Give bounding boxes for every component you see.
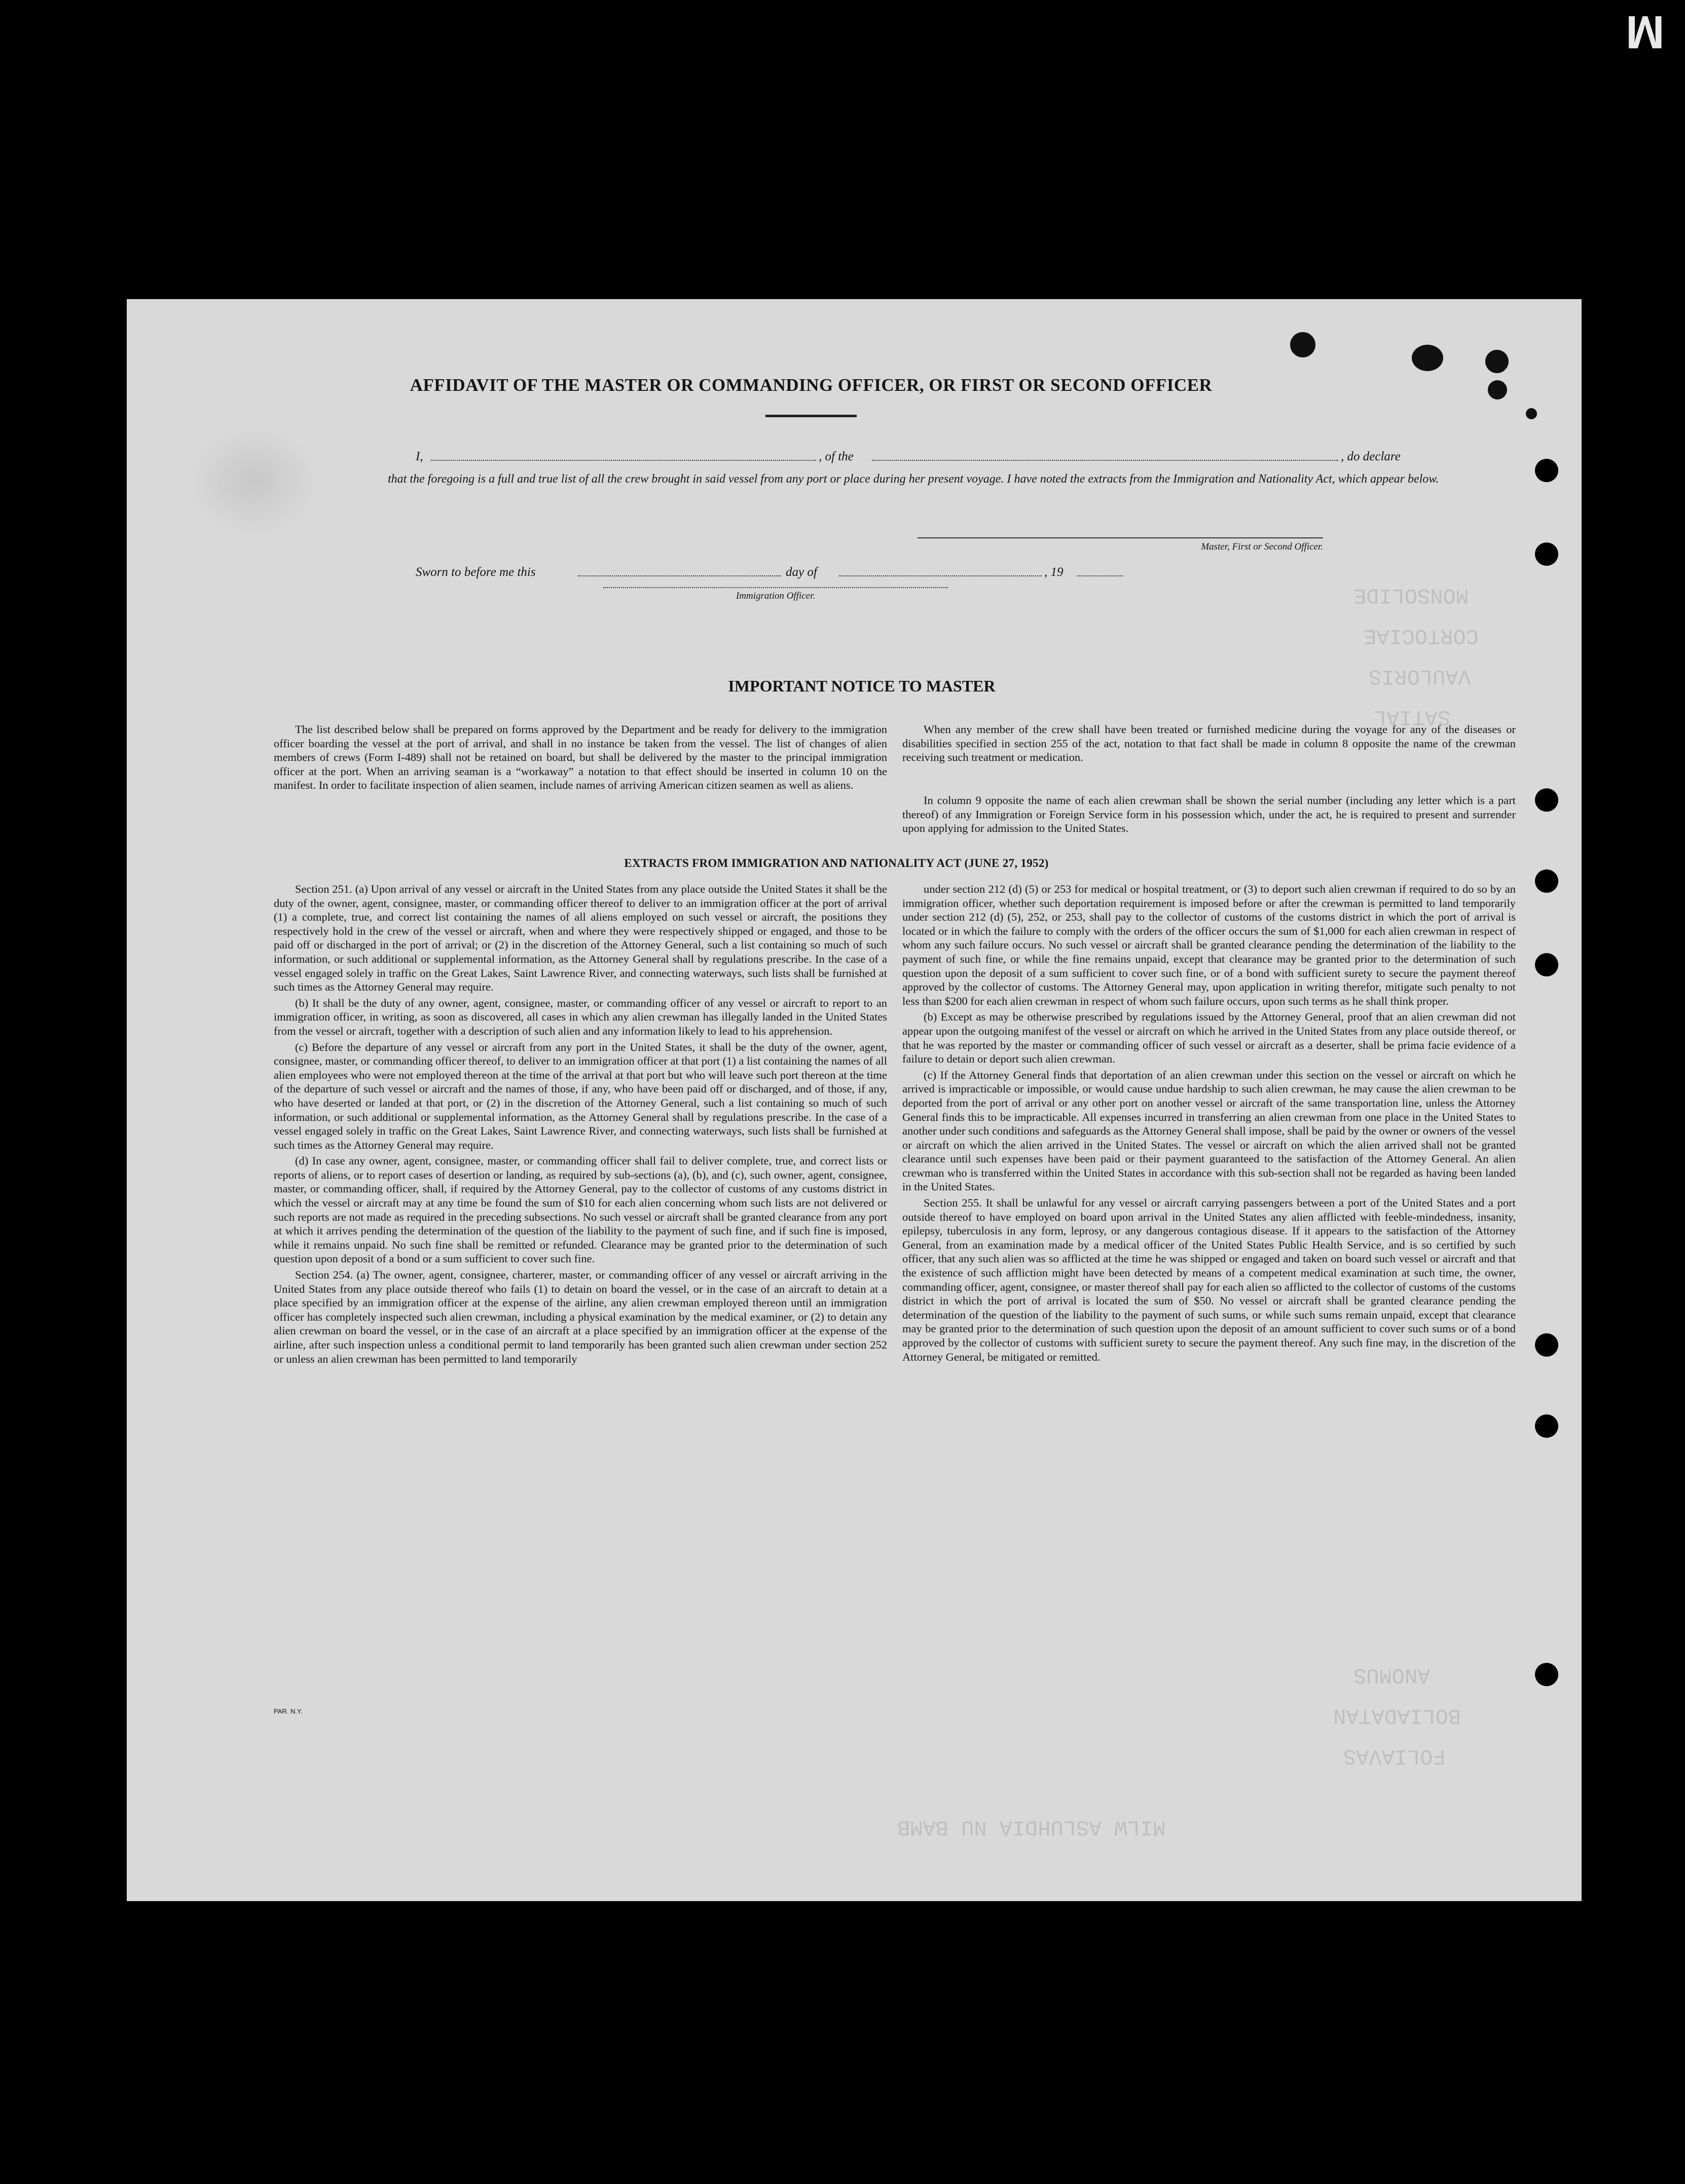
binder-hole xyxy=(1535,542,1558,566)
binder-hole xyxy=(1535,1333,1558,1357)
manifest-page xyxy=(127,299,1582,1901)
sworn-year-field[interactable] xyxy=(1077,575,1123,576)
extract-paragraph: Section 255. It shall be unlawful for any vessel or aircraft carrying passengers between a port of the United States and a port outside thereof to have employed on board upon arrival in the United States any alien afflicted with feeble-mindedness, insanity, epilepsy, tuberculosis in any form, leprosy, or any dangerous contagious disease. If it appears to the satisfaction of the Attorney General, from an examination made by a medical officer of the United States Public Health Service, and is so certified by such officer, that any such alien was so afflicted at the time he was shipped or engaged and taken on board such vessel or aircraft and that the existence of such affliction might have been detected by means of a competent medical examination at such time, the owner, commanding officer, agent, consignee, or master thereof shall pay for each alien so afflicted to the collector of customs of the customs district in which the port of arrival is located the sum of $50. No vessel or aircraft shall be granted clearance pending the determination of the question of the liability to the payment of such sums, or while such sums remain unpaid, except that clearance may be granted prior to the determination of such question upon the deposit of an amount sufficient to cover such sums or of a bond approved by the collector of customs with sufficient surety to secure the payment thereof. Any such fine may, in the discretion of the Attorney General, be mitigated or remitted. xyxy=(902,1196,1516,1363)
affidavit-title: AFFIDAVIT OF THE MASTER OR COMMANDING OFFICER, OR FIRST OR SECOND OFFICER xyxy=(410,375,1213,395)
ink-blot xyxy=(1488,380,1507,399)
declaration-mid: , of the xyxy=(819,450,854,463)
ink-blot xyxy=(1526,408,1537,419)
binder-hole xyxy=(1535,869,1558,893)
bleed-through-text: BOLIADATAN xyxy=(1333,1703,1461,1728)
binder-hole xyxy=(1535,1663,1558,1686)
declaration-suffix: , do declare xyxy=(1341,450,1401,463)
binder-hole xyxy=(1535,953,1558,976)
binder-hole xyxy=(1535,459,1558,482)
notice-right-paragraph: In column 9 opposite the name of each alien crewman shall be shown the serial number (including any letter which is a part thereof) of any Immigration or Foreign Service form in his possession which, under the act, he is required to present and surrender upon applying for admission to the United States. xyxy=(902,794,1516,835)
immigration-officer-label: Immigration Officer. xyxy=(736,591,816,601)
sworn-day-label: day of xyxy=(786,565,817,579)
notice-left-paragraph: The list described below shall be prepared on forms approved by the Department and be ready for delivery to the immigration officer boarding the vessel at the port of arrival, and shall in no instance be taken from the vessel. The list of changes of alien members of crews (Form I-489) shall not be retained on board, but shall be delivered by the master to the principal immigration officer at the port. When an arriving seaman is a “workaway” a notation to that effect should be inserted in column 10 on the manifest. In order to facilitate inspection of alien seamen, include names of arriving American citizen seamen as well as aliens. xyxy=(274,723,887,792)
sworn-line xyxy=(416,559,1227,579)
sworn-date-field[interactable] xyxy=(578,575,781,576)
bleed-through-text: MONSOLIDE xyxy=(1353,583,1469,607)
binder-hole xyxy=(1535,788,1558,812)
extract-paragraph: (b) Except as may be otherwise prescribed by regulations issued by the Attorney General, proof that an alien crewman did not appear upon the outgoing manifest of the vessel or aircraft on which he arrived in the United States from any place outside thereof, or that he was reported by the master or commanding officer of such vessel or aircraft as a deserter, shall be prima facie evidence of a failure to detain or deport such alien crewman. xyxy=(902,1010,1516,1066)
extracts-right-column xyxy=(902,882,1516,1366)
extract-paragraph: Section 251. (a) Upon arrival of any vessel or aircraft in the United States from any place outside the United States it shall be the duty of the owner, agent, consignee, master, or commanding officer thereof to deliver to an immigration officer at the port of arrival (1) a complete, true, and correct list containing the names of all aliens employed on such vessel or aircraft, the positions they respectively hold in the crew of the vessel or aircraft, when and where they were respectively shipped or engaged, and those to be paid off or discharged in the port of arrival; or (2) in the discretion of the Attorney General, such a list containing so much of such information, or such additional or supplemental information, as the Attorney General shall by regulations prescribe. In the case of a vessel engaged solely in traffic on the Great Lakes, Saint Lawrence River, and connecting waterways, such lists shall be furnished at such times as the Attorney General may require. xyxy=(274,883,887,994)
extract-paragraph: under section 212 (d) (5) or 253 for medical or hospital treatment, or (3) to deport such alien crewman if required to do so by an immigration officer, whether such deportation requirement is imposed before or after the crewman is permitted to land temporarily under section 212 (d) (5), 252, or 253, shall pay to the collector of customs of the customs district in which the port of arrival is located or in which the failure to comply with the orders of the officer occurs the sum of $1,000 for each alien crewman in respect of whom any such failure occurs. No such vessel or aircraft shall be granted clearance pending the determination of the liability to the payment of such fine, or while the fine remains unpaid, except that clearance may be granted prior to the determination of such question upon the deposit of a sum sufficient to cover such fine, or of a bond with sufficient surety to secure the payment thereof approved by the collector of customs. The Attorney General may, upon application in writing therefor, mitigate such penalty to not less than $200 for each alien crewman in respect of whom such failure occurs, upon such terms as he shall think proper. xyxy=(902,883,1516,1007)
master-signature-label: Master, First or Second Officer. xyxy=(1201,541,1323,552)
vessel-name-field[interactable] xyxy=(872,460,1338,461)
extract-paragraph: (d) In case any owner, agent, consignee, master, or commanding officer shall fail to deliver complete, true, and correct lists or reports of aliens, or to report cases of desertion or landing, as required by sub-sections (a), (b), and (c), such owner, agent, consignee, master, or commanding officer, shall, if required by the Attorney General, pay to the collector of customs of any customs district in which the vessel or aircraft may at any time be found the sum of $10 for each alien concerning whom such lists are not delivered or such reports are not made as required in the preceding subsections. No such vessel or aircraft shall be granted clearance from any port at which it arrives pending the determination of the question of the liability to the payment of such fine, and if such fine is imposed, while it remains unpaid. No such fine shall be remitted or refunded. Clearance may be granted prior to the determination of such question upon deposit of a bond or a sum sufficient to cover such fine. xyxy=(274,1154,887,1265)
extract-paragraph: (c) If the Attorney General finds that deportation of an alien crewman under this section on the vessel or aircraft on which he arrived is impracticable or impossible, or would cause undue hardship to such alien crewman, he may cause the alien crewman to be deported from the port of arrival or any other port on another vessel or aircraft of the same transportation line, unless the Attorney General finds this to be impracticable. All expenses incurred in transferring an alien crewman from one place in the United States to another under such conditions and safeguards as the Attorney General shall impose, shall be paid by the owner or owners of the vessel or aircraft on which the alien arrived in the United States. The vessel or aircraft on which the alien arrived shall not be granted clearance until such expenses have been paid or their payment guaranteed to the satisfaction of the Attorney General. An alien crewman who is transferred within the United States in accordance with this sub-section shall not be regarded as having been landed in the United States. xyxy=(902,1068,1516,1193)
notice-right-paragraph: When any member of the crew shall have been treated or furnished medicine during the voyage for any of the diseases or disabilities specified in section 255 of the act, notation to that fact shall be made in column 8 opposite the name of the crewman receiving such treatment or medication. xyxy=(902,723,1516,764)
ink-blot xyxy=(1412,345,1443,371)
master-name-field[interactable] xyxy=(431,460,816,461)
bleed-through-text: VAULORIS xyxy=(1369,664,1471,688)
declaration-prefix: I, xyxy=(416,450,423,463)
declaration-line xyxy=(416,444,1455,464)
printer-mark: PAR. N.Y. xyxy=(274,1707,303,1715)
sworn-month-field[interactable] xyxy=(839,575,1042,576)
paper-stain xyxy=(188,426,319,537)
extracts-title: EXTRACTS FROM IMMIGRATION AND NATIONALITY ACT (JUNE 27, 1952) xyxy=(624,857,1049,869)
extract-paragraph: Section 254. (a) The owner, agent, consignee, charterer, master, or commanding officer of any vessel or aircraft arriving in the United States from any place outside thereof who fails (1) to detain on board the vessel, or in the case of an aircraft to detain at a place specified by an immigration officer at the expense of the airline, any alien crewman employed thereon until an immigration officer has completely inspected such alien crewman, including a physical examination by the medical examiner, or (2) to detain any alien crewman on board the vessel, or in the case of an aircraft at a place specified by an immigration officer at the expense of the airline, after such inspection unless a conditional permit to land temporarily has been granted such alien crewman under section 252 or unless an alien crewman has been permitted to land temporarily xyxy=(274,1268,887,1365)
master-signature-line[interactable] xyxy=(918,537,1323,538)
ink-blot xyxy=(1485,350,1509,373)
ink-blot xyxy=(1290,332,1315,357)
extract-paragraph: (c) Before the departure of any vessel or aircraft from any port in the United States, it shall be the duty of the owner, agent, consignee, master, or commanding officer thereof, to deliver to an immigration officer at that port (1) a list containing the names of all alien employees who were not employed thereon at the time of the arrival at that port but who will leave such port thereon at the time of the departure of such vessel or aircraft and the names of those, if any, who have been paid off or discharged, and of those, if any, who have deserted or landed at that port, or (2) in the discretion of the Attorney General, such a list containing so much of such information, or such additional or supplemental information, as the Attorney General shall by regulations prescribe. In the case of a vessel engaged solely in traffic on the Great Lakes, Saint Lawrence River, and connecting waterways, such lists shall be furnished at such times as the Attorney General may require. xyxy=(274,1040,887,1151)
bleed-through-text: MILW ASLUHDIA NU BAMB xyxy=(897,1815,1166,1839)
extracts-left-column xyxy=(274,882,887,1368)
immigration-officer-signature-line[interactable] xyxy=(603,587,948,588)
notice-title: IMPORTANT NOTICE TO MASTER xyxy=(728,677,996,695)
bleed-through-text: SATIAL xyxy=(1374,705,1451,729)
bleed-through-text: CORTOCIAE xyxy=(1364,624,1479,648)
binder-hole xyxy=(1535,1414,1558,1438)
sworn-year-label: , 19 xyxy=(1044,565,1064,579)
bleed-through-text: ANOMUS xyxy=(1353,1663,1431,1687)
extract-paragraph: (b) It shall be the duty of any owner, agent, consignee, master, or commanding officer of any vessel or aircraft to report to an immigration officer, in writing, as soon as discovered, all cases in which any alien crewman has illegally landed in the United States from the vessel or aircraft, together with a description of such alien and any information likely to lead to his apprehension. xyxy=(274,996,887,1037)
bleed-through-text: FOLIAVAS xyxy=(1343,1744,1446,1768)
title-rule xyxy=(765,415,857,417)
corner-mark: M xyxy=(1628,6,1665,58)
affidavit-intro: that the foregoing is a full and true list of all the crew brought in said vessel from any port or place during her present voyage. I have noted the extracts from the Immigration and Nationality Act, which appear below. xyxy=(388,472,1439,486)
sworn-prefix: Sworn to before me this xyxy=(416,565,536,579)
